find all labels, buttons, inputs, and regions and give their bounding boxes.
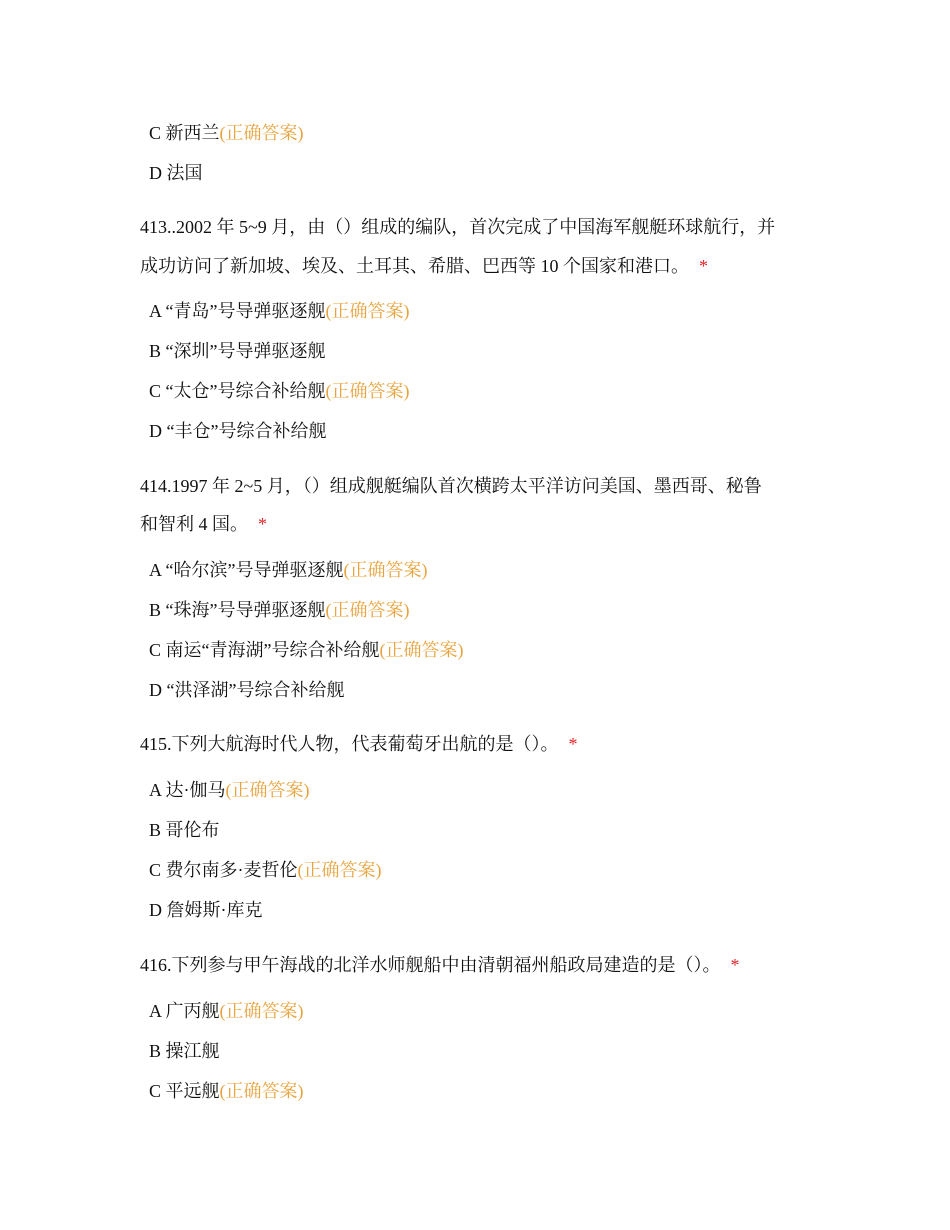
question-text: 成功访问了新加坡、埃及、土耳其、希腊、巴西等 10 个国家和港口。: [140, 256, 689, 276]
option-c: [149, 1080, 304, 1102]
option-label: A 广丙舰: [149, 1001, 220, 1021]
question-414-line1: 414.1997 年 2~5 月，（）组成舰艇编队首次横跨太平洋访问美国、墨西哥、秘鲁: [140, 476, 762, 496]
correct-answer-tag: (正确答案): [325, 600, 410, 620]
option-a: [149, 779, 310, 801]
option-d: [149, 899, 263, 921]
required-marker: *: [699, 256, 708, 276]
option-label: B “珠海”号导弹驱逐舰: [149, 600, 326, 620]
option-d: [149, 679, 344, 701]
option-label: C “太仓”号综合补给舰: [149, 381, 326, 401]
required-marker: *: [730, 955, 740, 975]
question-text: 416.下列参与甲午海战的北洋水师舰船中由清朝福州船政局建造的是（）。: [140, 955, 721, 975]
correct-answer-tag: (正确答案): [219, 1081, 304, 1101]
option-a: [149, 300, 409, 322]
option-c: [149, 859, 382, 881]
correct-answer-tag: (正确答案): [297, 860, 382, 880]
option-label: A 达·伽马: [149, 780, 226, 800]
option-c: [149, 639, 463, 661]
correct-answer-tag: (正确答案): [325, 381, 410, 401]
option-label: A “哈尔滨”号导弹驱逐舰: [149, 560, 344, 580]
option-label: C 南运“青海湖”号综合补给舰: [149, 640, 380, 660]
option-d: [149, 420, 326, 442]
option-label: C 平远舰: [149, 1081, 220, 1101]
option-b: [149, 1040, 220, 1062]
correct-answer-tag: (正确答案): [219, 1001, 304, 1021]
option-label: D “洪泽湖”号综合补给舰: [149, 680, 345, 700]
option-label: D 法国: [149, 163, 203, 183]
correct-answer-tag: (正确答案): [325, 301, 410, 321]
option-label: D 詹姆斯·库克: [149, 900, 263, 920]
option-label: B 操江舰: [149, 1041, 220, 1061]
question-text: 415.下列大航海时代人物，代表葡萄牙出航的是（）。: [140, 734, 559, 754]
option-b: [149, 599, 409, 621]
option-label: C 新西兰: [149, 123, 220, 143]
option-label: C 费尔南多·麦哲伦: [149, 860, 298, 880]
option-b: [149, 819, 220, 841]
option-label: B “深圳”号导弹驱逐舰: [149, 341, 326, 361]
option-label: A “青岛”号导弹驱逐舰: [149, 301, 326, 321]
question-414-line2: [140, 513, 267, 535]
option-b: [149, 340, 325, 362]
correct-answer-tag: (正确答案): [219, 123, 304, 143]
required-marker: *: [568, 734, 578, 754]
question-413-line2: [140, 255, 708, 277]
correct-answer-tag: (正确答案): [343, 560, 428, 580]
required-marker: *: [258, 514, 267, 534]
option-a: [149, 1000, 304, 1022]
option-a: [149, 559, 427, 581]
option-c: [149, 380, 409, 402]
option-label: D “丰仓”号综合补给舰: [149, 421, 327, 441]
question-text: 和智利 4 国。: [140, 514, 248, 534]
option-d: [149, 162, 203, 184]
question-415-line1: [140, 733, 578, 755]
option-c: [149, 122, 304, 144]
option-label: B 哥伦布: [149, 820, 220, 840]
correct-answer-tag: (正确答案): [225, 780, 310, 800]
question-416-line1: [140, 954, 740, 976]
correct-answer-tag: (正确答案): [379, 640, 464, 660]
question-413-line1: 413..2002 年 5~9 月，由（）组成的编队，首次完成了中国海军舰艇环球航行，并: [140, 217, 776, 237]
